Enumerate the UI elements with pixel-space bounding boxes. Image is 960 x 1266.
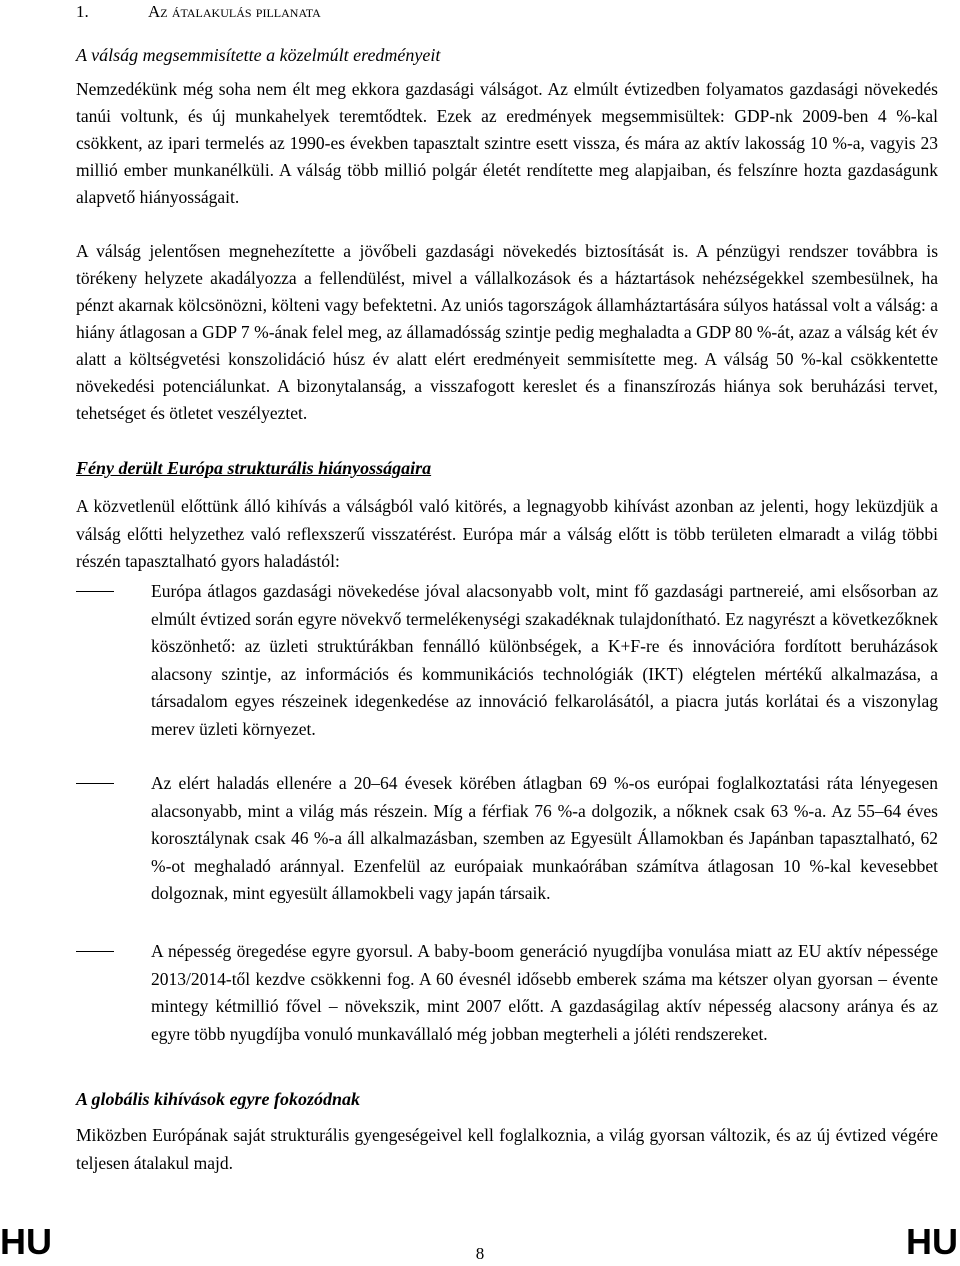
- paragraph-crisis-1: Nemzedékünk még soha nem élt meg ekkora gazdasági válságot. Az elmúlt évtizedben folyamatos gazdasági növekedés tanúi voltunk, és új munkahelyek teremtődtek. Ezek az eredmények megsemmisültek: GDP-nk 2009-ben 4 %-kal csökkent, az ipari termelés az 1990-es években tapasztalt szintre esett vissza, és mára az aktív lakosság 10 %-a, vagyis 23 millió ember munkanélküli. A válság több millió polgár életét rendítette meg alapjaiban, és felszínre hozta gazdaságunk alapvető hiányosságait.: [76, 79, 938, 207]
- section-heading-structural: Fény derült Európa strukturális hiányosságaira: [76, 458, 432, 478]
- language-code-left: HU: [0, 1221, 52, 1262]
- dash-bullet: [76, 591, 114, 592]
- paragraph-crisis-2: A válság jelentősen megnehezítette a jövőbeli gazdasági növekedés biztosítását is. A pénzügyi rendszer továbbra is törékeny helyzete akadályozza a fellendülést, mivel a vállalkozások és a háztartások nehézségekkel szembesülnek, ha pénzt akarnak kölcsönözni, költeni vagy befektetni. Az uniós tagországok államháztartására súlyos hatással volt a válság: a hiány átlagosan a GDP 7 %-ának felel meg, az államadósság szintje pedig meghaladta a GDP 80 %-át, azaz a válság két év alatt a költségvetési konszolidáció húsz év alatt elért eredményeit semmisítette meg. A válság 50 %-kal csökkentette növekedési potenciálunkat. A bizonytalanság, a visszafogott kereslet és a finanszírozás hiánya sok beruházási tervet, tehetséget és ötletet veszélyeztet.: [76, 241, 938, 423]
- section-heading-crisis: A válság megsemmisítette a közelmúlt eredményeit: [76, 45, 441, 65]
- list-item-text: A népesség öregedése egyre gyorsul. A baby-boom generáció nyugdíjba vonulása miatt az EU aktív népessége 2013/2014-től kezdve csökkenni fog. A 60 évesnél idősebb emberek száma ma kétszer olyan gyorsan – évente mintegy kétmillió fővel – növekszik, mint 2007 előtt. A gazdaságilag aktív népesség alacsony aránya és az egyre több nyugdíjba vonuló munkavállaló még jobban megterheli a jóléti rendszereket.: [151, 941, 938, 1044]
- language-code-right: HU: [906, 1221, 958, 1262]
- chapter-heading: [76, 0, 938, 24]
- list-item-text: Az elért haladás ellenére a 20–64 évesek körében átlagban 69 %-os európai foglalkoztatási ráta lényegesen alacsonyabb, mint a világ más részein. Míg a férfiak 76 %-a dolgozik, a nőknek csak 63 %-a. Az 55–64 éves korosztálynak csak 46 %-a áll alkalmazásban, szemben az Egyesült Államokban és Japánban tapasztalható, 62 %-ot meghaladó aránnyal. Ezenfelül az európaiak munkaórában számítva átlagosan 10 %-kal kevesebbet dolgoznak, mint egyesült államokbeli vagy japán társaik.: [151, 773, 938, 903]
- list-item-text: Európa átlagos gazdasági növekedése jóval alacsonyabb volt, mint fő gazdasági partnereié, ami elsősorban az elmúlt évtized során egyre növekvő termelékenységi szakadéknak tulajdonítható. Ez nagyrészt a következőknek köszönhető: az üzleti struktúrákban fennálló különbségek, a K+F-re és innovációra fordított beruházások alacsony szintje, az információs és kommunikációs technológiák (IKT) elégtelen mértékű alkalmazása, a társadalom egyes részeinek idegenkedése az innováció felkarolásától, a piacra jutás korlátai és a viszonylag merev üzleti környezet.: [151, 581, 938, 739]
- dash-bullet: [76, 783, 114, 784]
- page-number: 8: [475, 1244, 485, 1263]
- paragraph-structural-intro: A közvetlenül előttünk álló kihívás a válságból való kitörés, a legnagyobb kihívást azonban az jelenti, hogy leküzdjük a válság előtti helyzethez való reflexszerű visszatérést. Európa már a válság előtt is több területen elmaradt a világ többi részén tapasztalható gyors haladástól:: [76, 496, 938, 571]
- section-heading-global: A globális kihívások egyre fokozódnak: [76, 1089, 361, 1109]
- chapter-number: 1.: [76, 2, 89, 21]
- paragraph-global: Miközben Európának saját strukturális gyengeségeivel kell foglalkoznia, a világ gyorsan változik, és az új évtized végére teljesen átalakul majd.: [76, 1125, 938, 1173]
- dash-bullet: [76, 951, 114, 952]
- chapter-title: Az átalakulás pillanata: [148, 2, 321, 21]
